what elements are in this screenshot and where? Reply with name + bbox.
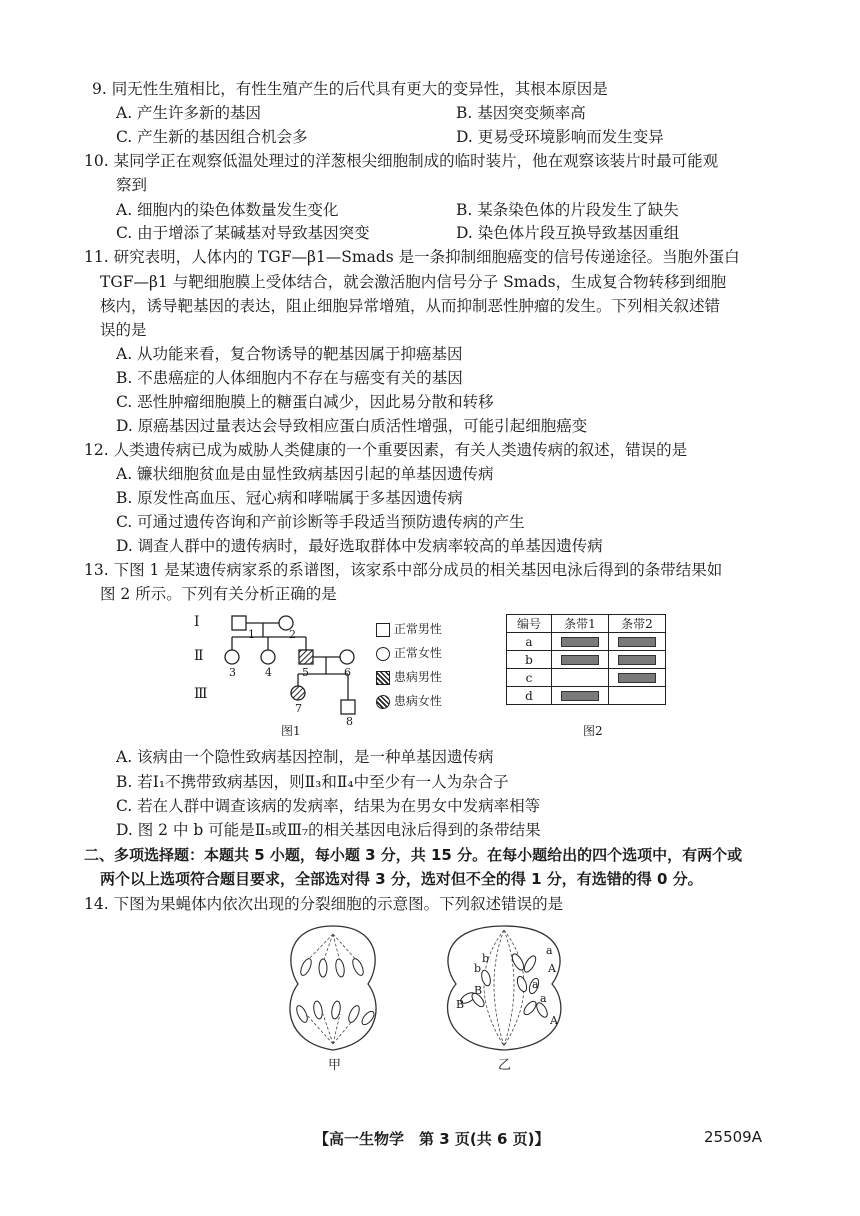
- q9-option-b: B. 基因突变频率高: [456, 104, 586, 122]
- cell-yi-figure: [434, 922, 574, 1073]
- q12-option-d: D. 调查人群中的遗传病时，最好选取群体中发病率较高的单基因遗传病: [116, 537, 603, 555]
- legend-normal-male: [376, 620, 442, 637]
- allele-label: A: [550, 1014, 558, 1027]
- q11-option-c: C. 恶性肿瘤细胞膜上的糖蛋白减少，因此易分散和转移: [116, 393, 494, 411]
- q13-option-d: D. 图 2 中 b 可能是Ⅱ₅或Ⅲ₇的相关基因电泳后得到的条带结果: [116, 821, 541, 839]
- section2-heading-line2: 两个以上选项符合题目要求，全部选对得 3 分，选对但不全的得 1 分，有选错的得 0 分。: [100, 870, 703, 888]
- q9-option-d: D. 更易受环境影响而发生变异: [456, 128, 664, 146]
- q10-stem-line2: 察到: [116, 176, 148, 194]
- q10-option-a: A. 细胞内的染色体数量发生变化: [116, 201, 339, 219]
- q11-stem-line3: 核内，诱导靶基因的表达，阻止细胞异常增殖，从而抑制恶性肿瘤的发生。下列相关叙述错: [100, 297, 721, 315]
- affected-female-icon: [376, 695, 390, 709]
- q11-option-d: D. 原癌基因过量表达会导致相应蛋白质活性增强，可能引起细胞癌变: [116, 417, 588, 435]
- q12-stem: 12. 人类遗传病已成为威胁人类健康的一个重要因素，有关人类遗传病的叙述，错误的是: [84, 441, 688, 459]
- q9-option-a: A. 产生许多新的基因: [116, 104, 262, 122]
- q10-option-b: B. 某条染色体的片段发生了缺失: [456, 201, 679, 219]
- member-number-1: 1: [248, 628, 255, 641]
- q11-stem-line4: 误的是: [100, 321, 147, 339]
- table-header-row: [507, 615, 666, 633]
- row-id: a: [507, 633, 552, 651]
- legend-label: 正常女性: [393, 646, 442, 660]
- table-row: [507, 669, 666, 687]
- page-footer: 【高一生物学 第 3 页(共 6 页)】: [314, 1130, 550, 1148]
- q10-option-d: D. 染色体片段互换导致基因重组: [456, 224, 680, 242]
- allele-label: a: [546, 944, 553, 957]
- allele-label: B: [474, 984, 483, 997]
- member-number-2: 2: [289, 628, 296, 641]
- band-mark: [618, 655, 656, 665]
- cell-label-jia: 甲: [328, 1058, 342, 1073]
- allele-label: b: [482, 952, 490, 965]
- legend-label: 患病男性: [393, 670, 442, 684]
- generation-label-iii: Ⅲ: [194, 686, 208, 702]
- allele-label: a: [540, 992, 547, 1005]
- allele-label: a: [532, 978, 539, 991]
- affected-male-icon: [376, 671, 390, 685]
- q10-option-c: C. 由于增添了某碱基对导致基因突变: [116, 224, 370, 242]
- band-mark: [561, 637, 599, 647]
- legend-normal-female: [376, 644, 442, 661]
- legend-affected-female: [376, 692, 442, 709]
- q11-stem-line2: TGF—β1 与靶细胞膜上受体结合，就会激活胞内信号分子 Smads，生成复合物转移到细胞: [100, 273, 727, 291]
- row-id: c: [507, 669, 552, 687]
- cell-label-yi: 乙: [498, 1058, 512, 1073]
- band-table: [506, 614, 666, 705]
- member-number-4: 4: [265, 666, 272, 679]
- section2-heading-line1: 二、多项选择题：本题共 5 小题，每小题 3 分，共 15 分。在每小题给出的四个选项中，有两个或: [84, 846, 743, 864]
- legend-affected-male: [376, 668, 442, 685]
- band-mark: [618, 673, 656, 683]
- member-number-3: 3: [229, 666, 236, 679]
- band-mark: [561, 691, 599, 701]
- band-mark: [618, 637, 656, 647]
- q12-option-b: B. 原发性高血压、冠心病和哮喘属于多基因遗传病: [116, 489, 463, 507]
- q13-stem-line1: 13. 下图 1 是某遗传病家系的系谱图，该家系中部分成员的相关基因电泳后得到的条带结果如: [84, 561, 723, 579]
- table-row: [507, 651, 666, 669]
- q12-option-a: A. 镰状细胞贫血是由显性致病基因引起的单基因遗传病: [116, 465, 494, 483]
- q13-stem-line2: 图 2 所示。下列有关分析正确的是: [100, 585, 337, 603]
- exam-code: 25509A: [704, 1128, 762, 1146]
- fig2-caption: 图2: [583, 724, 603, 738]
- q9-option-c: C. 产生新的基因组合机会多: [116, 128, 308, 146]
- table-header: 条带1: [552, 615, 609, 633]
- q13-option-b: B. 若Ⅰ₁不携带致病基因，则Ⅱ₃和Ⅱ₄中至少有一人为杂合子: [116, 773, 509, 791]
- q11-stem-line1: 11. 研究表明，人体内的 TGF—β1—Smads 是一条抑制细胞癌变的信号传递途径。当胞外蛋白: [84, 248, 740, 266]
- table-header: 条带2: [609, 615, 666, 633]
- q13-option-c: C. 若在人群中调查该病的发病率，结果为在男女中发病率相等: [116, 797, 541, 815]
- q13-option-a: A. 该病由一个隐性致病基因控制，是一种单基因遗传病: [116, 748, 494, 766]
- band-table-figure: [506, 614, 666, 705]
- normal-male-icon: [376, 623, 390, 637]
- allele-label: B: [456, 998, 465, 1011]
- q10-stem-line1: 10. 某同学正在观察低温处理过的洋葱根尖细胞制成的临时装片，他在观察该装片时最可能观: [84, 152, 719, 170]
- q11-option-a: A. 从功能来看，复合物诱导的靶基因属于抑癌基因: [116, 345, 463, 363]
- table-row: [507, 633, 666, 651]
- cell-jia-diagram: [278, 922, 388, 1062]
- member-number-8: 8: [346, 715, 353, 728]
- legend-label: 正常男性: [393, 622, 442, 636]
- table-row: [507, 687, 666, 705]
- row-id: d: [507, 687, 552, 705]
- q11-option-b: B. 不患癌症的人体细胞内不存在与癌变有关的基因: [116, 369, 463, 387]
- fig1-caption: 图1: [281, 724, 301, 738]
- q14-stem: 14. 下图为果蝇体内依次出现的分裂细胞的示意图。下列叙述错误的是: [84, 895, 564, 913]
- member-number-5: 5: [302, 666, 309, 679]
- normal-female-icon: [376, 647, 390, 661]
- member-number-7: 7: [295, 702, 302, 715]
- cell-yi-diagram: [434, 922, 574, 1062]
- allele-label: A: [548, 962, 556, 975]
- row-id: b: [507, 651, 552, 669]
- generation-label-i: Ⅰ: [194, 614, 200, 630]
- table-header: 编号: [507, 615, 552, 633]
- band-mark: [561, 655, 599, 665]
- q12-option-c: C. 可通过遗传咨询和产前诊断等手段适当预防遗传病的产生: [116, 513, 525, 531]
- member-number-6: 6: [344, 666, 351, 679]
- q9-stem: 9. 同无性生殖相比，有性生殖产生的后代具有更大的变异性，其根本原因是: [92, 80, 608, 98]
- generation-label-ii: Ⅱ: [194, 648, 204, 664]
- cell-jia-figure: [278, 922, 388, 1073]
- legend-label: 患病女性: [393, 694, 442, 708]
- allele-label: b: [474, 962, 482, 975]
